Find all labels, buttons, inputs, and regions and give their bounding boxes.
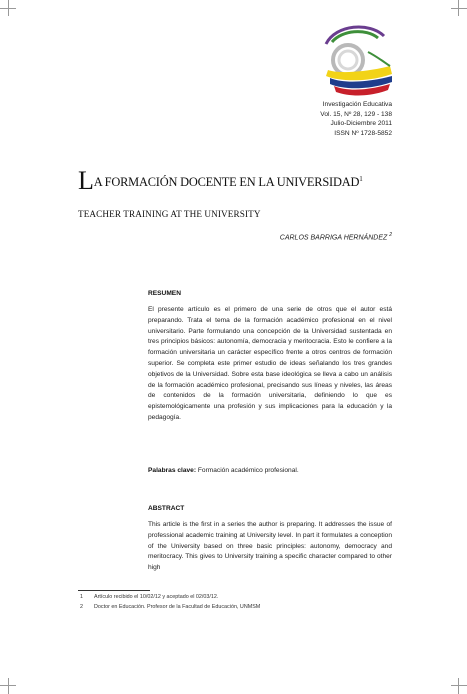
journal-logo-icon bbox=[318, 22, 396, 100]
crop-mark bbox=[0, 685, 16, 686]
article-title bbox=[78, 168, 398, 194]
keywords-text: Formación académico profesional. bbox=[197, 467, 299, 474]
title-text: A FORMACIÓN DOCENTE EN LA UNIVERSIDAD bbox=[93, 175, 360, 189]
footnote bbox=[80, 604, 260, 610]
title-footnote-ref: 1 bbox=[359, 174, 363, 183]
footnote bbox=[80, 594, 218, 600]
author-footnote-ref: 2 bbox=[389, 232, 392, 238]
crop-mark bbox=[458, 678, 459, 694]
abstract-heading: ABSTRACT bbox=[148, 505, 185, 512]
resumen-body: El presente artículo es el primero de una serie de otros que el autor está preparando. Trata el tema de la formación académico profesional en el nivel universitario. Parte formulando una concepción de la Universidad sustentada en tres principios básicos: autonomía, democracia y meritocracia. Esto le confiere a la formación universitaria un carácter específico frente a otros centros de formación superior. Se completa este primer estudio de ideas señalando los tres grandes objetivos de la Universidad. Sobre esta base ideológica se lleva a cabo un análisis de la formación académico profesional, precisando sus líneas y niveles, las áreas de contenidos de la formación universitaria, definiendo lo que es epistemológicamente una profesión y sus implicaciones para la educación y la pedagogía. bbox=[148, 306, 392, 421]
abstract-body: This article is the first in a series the author is preparing. It addresses the issue of professional academic training at University level. In part it formulates a conception of the University based on three basic principles: autonomy, democracy and meritocracy. This gives to University training a specific character compared to other high bbox=[148, 521, 392, 572]
footnote-rule bbox=[78, 590, 150, 591]
journal-period: Julio-Diciembre 2011 bbox=[330, 120, 392, 128]
journal-volume: Vol. 15, Nº 28, 129 - 138 bbox=[320, 110, 392, 118]
journal-issn: ISSN Nº 1728-5852 bbox=[334, 129, 392, 137]
footnote-number: 2 bbox=[80, 604, 83, 610]
title-initial: L bbox=[78, 166, 94, 195]
footnote-text: Doctor en Educación. Profesor de la Facultad de Educación, UNMSM bbox=[94, 604, 261, 610]
article-subtitle: TEACHER TRAINING AT THE UNIVERSITY bbox=[78, 209, 261, 219]
keywords bbox=[148, 467, 299, 474]
author-text: CARLOS BARRIGA HERNÁNDEZ bbox=[279, 234, 388, 242]
crop-mark bbox=[0, 8, 16, 9]
keywords-label: Palabras clave: bbox=[148, 467, 197, 474]
journal-info bbox=[320, 100, 392, 138]
resumen-heading: RESUMEN bbox=[148, 290, 181, 297]
crop-mark bbox=[451, 685, 467, 686]
journal-name: Investigación Educativa bbox=[322, 101, 392, 108]
footnote-text: Artículo recibido el 10/02/12 y aceptado el 02/03/12. bbox=[94, 594, 219, 600]
crop-mark bbox=[8, 678, 9, 694]
author-name bbox=[280, 232, 392, 241]
footnote-number: 1 bbox=[80, 594, 83, 600]
crop-mark bbox=[451, 8, 467, 9]
